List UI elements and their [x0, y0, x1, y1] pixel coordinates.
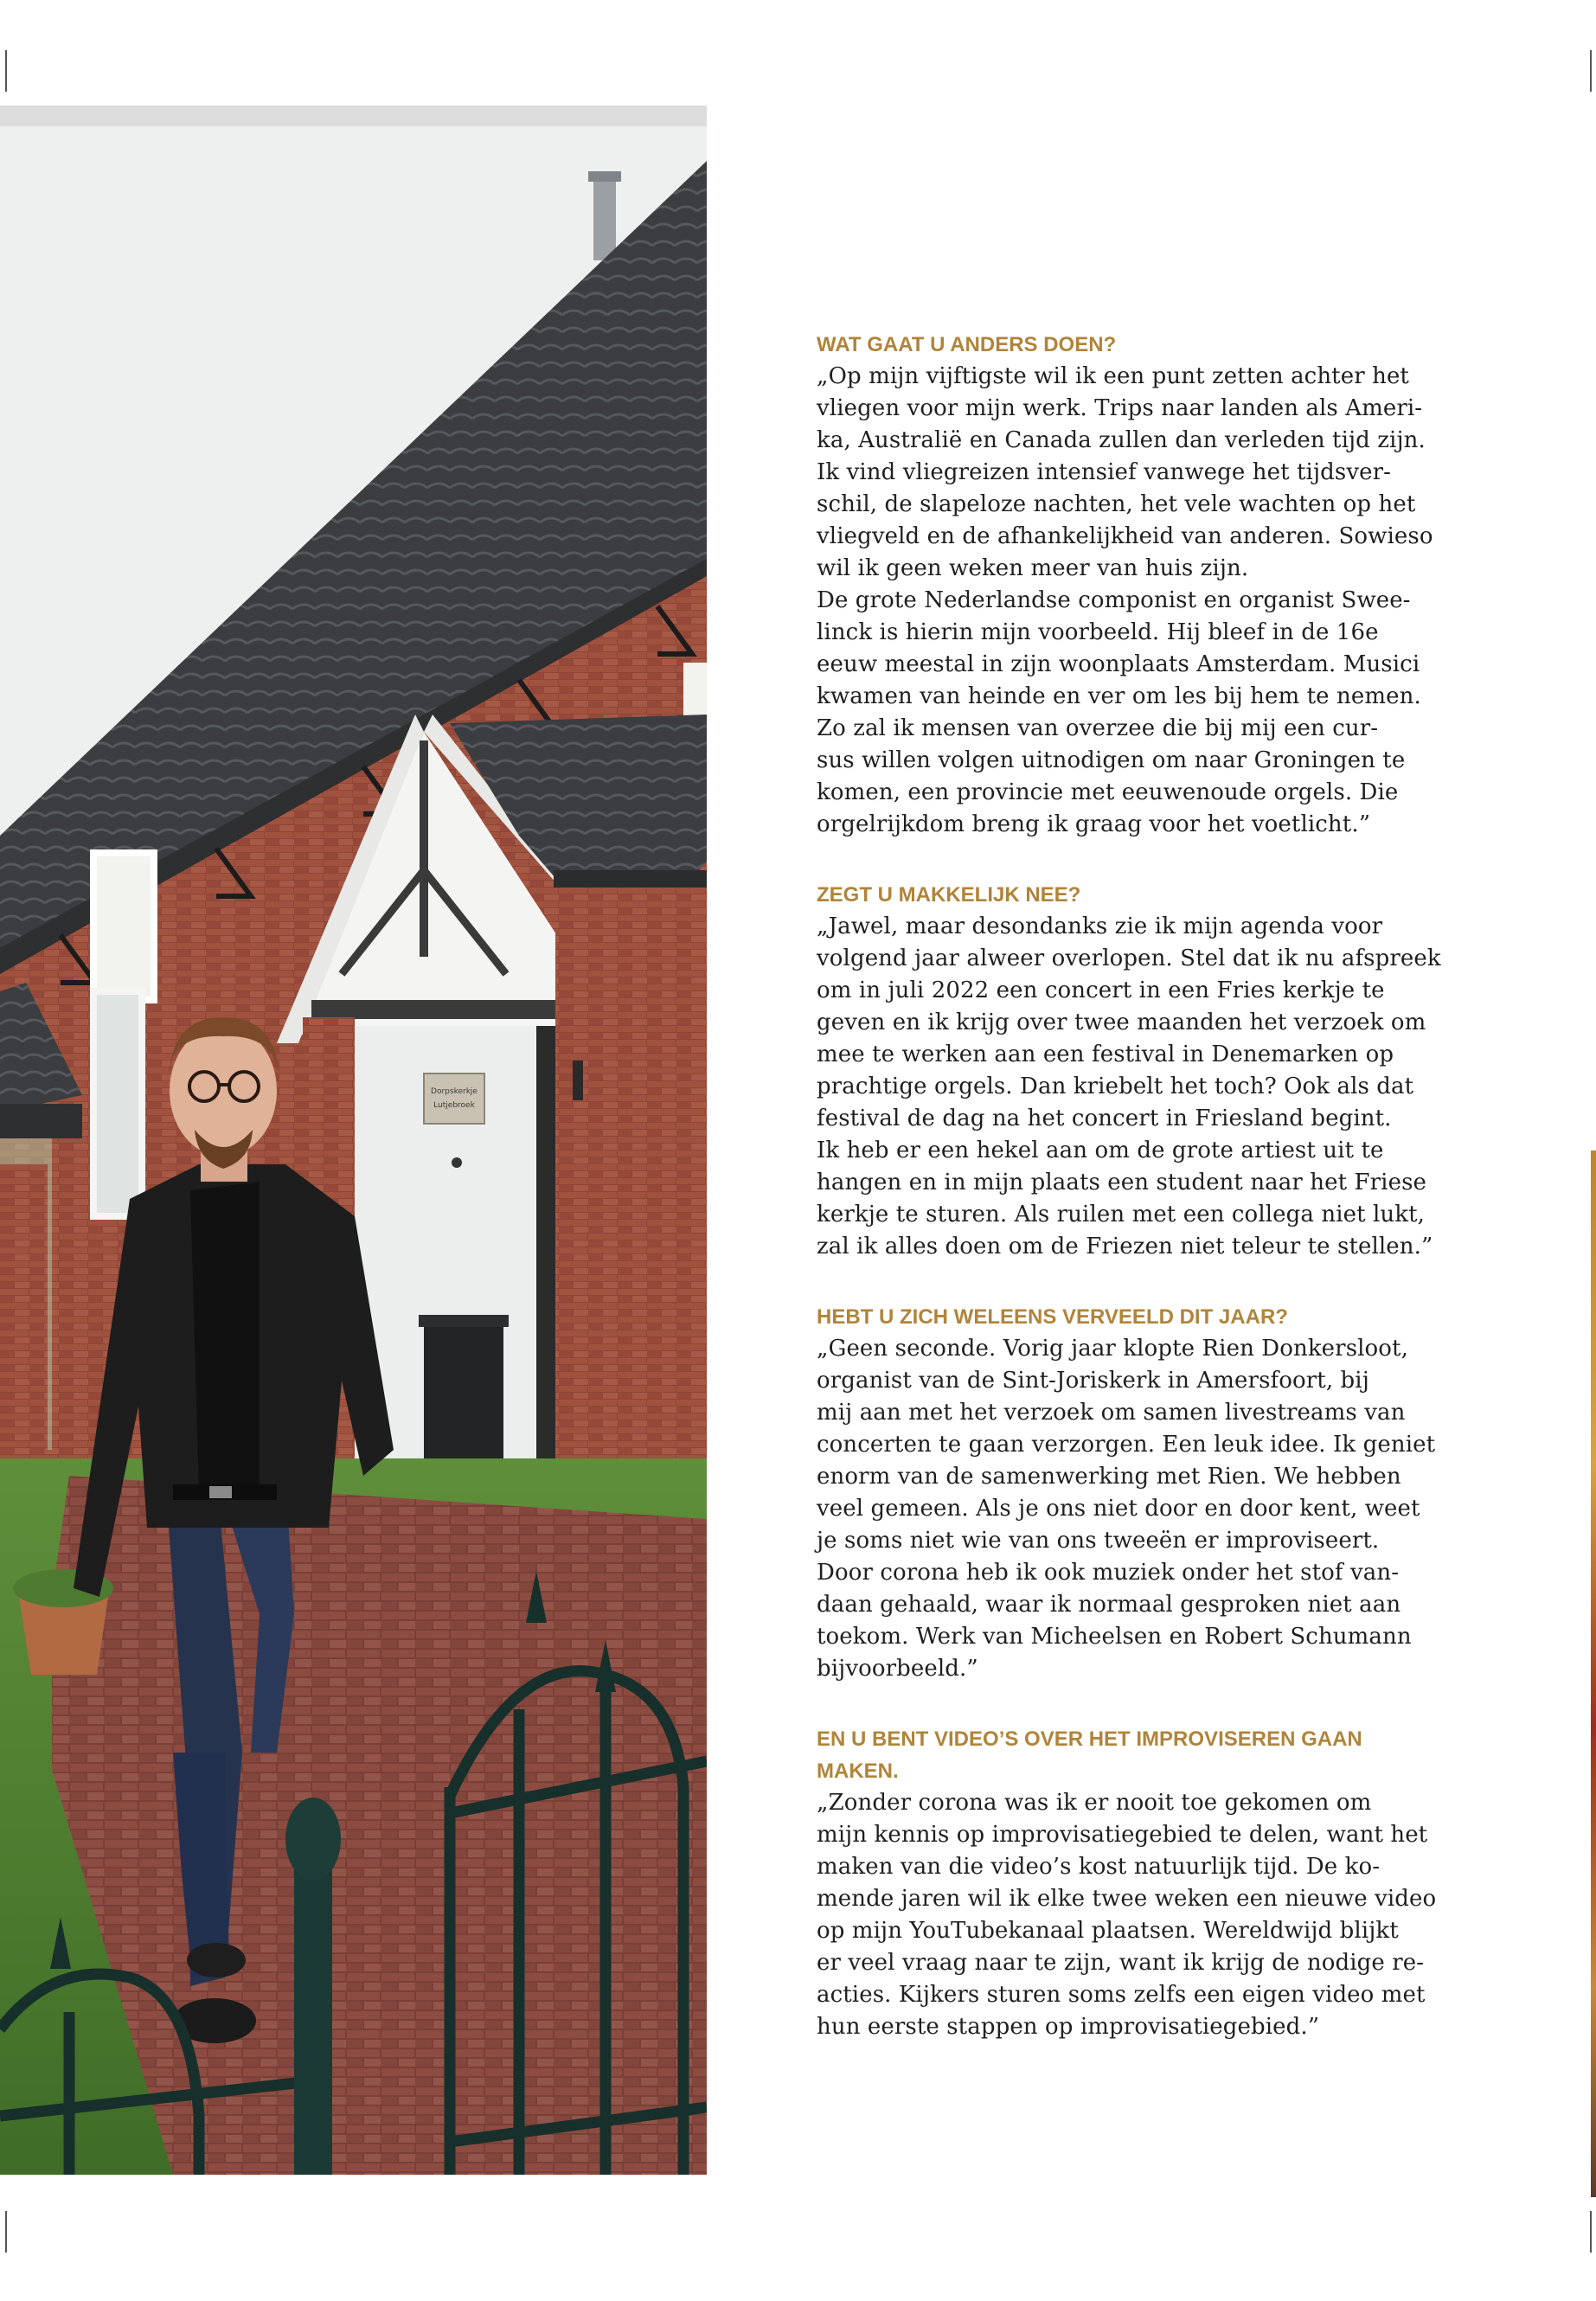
qa-section	[817, 1301, 1457, 1685]
photo-illustration	[0, 126, 707, 2175]
interview-column	[817, 329, 1457, 2081]
crop-mark-bottom-right	[1590, 2211, 1592, 2253]
adjacent-page-edge	[1591, 1150, 1596, 2197]
flower-pot	[19, 1597, 108, 1675]
qa-section	[817, 1723, 1457, 2043]
crop-mark-bottom-left	[5, 2211, 7, 2253]
answer-paragraph: „Op mijn vijftigste wil ik een punt zetten achter het vliegen voor mijn werk. Trips naar landen als Ameri- ka, Australië en Canada zullen dan verleden tijd zijn. Ik vind vliegreizen intensief vanwege het tijdsver- schil, de slapeloze nachten, het vele wachten op het vliegveld en de afhankelijkheid van anderen. Sowieso wil ik geen weken meer van huis zijn.	[817, 363, 1433, 581]
chimney	[593, 178, 616, 260]
qa-section	[817, 329, 1457, 841]
answer-paragraph: „Zonder corona was ik er nooit toe gekomen om mijn kennis op improvisatiegebied te delen, want het maken van die video’s kost natuurlijk tijd. De ko- mende jaren wil ik elke twee weken een nieuwe video op mijn YouTubekanaal plaatsen. Wereldwijd blijkt er veel vraag naar te zijn, want ik krijg de nodige re- acties. Kijkers sturen soms zelfs een eigen video met hun eerste stappen op improvisatiegebied.”	[817, 1790, 1437, 2040]
qa-section	[817, 879, 1457, 1263]
answer-paragraph: Ik heb er een hekel aan om de grote artiest uit te hangen en in mijn plaats een student naar het Friese kerkje te sturen. Als ruilen met een collega niet lukt, zal ik alles doen om de Friezen niet teleur te stellen.”	[817, 1138, 1433, 1259]
porch-sign	[424, 1074, 484, 1124]
crop-mark-top-right	[1590, 50, 1592, 92]
section-question: WAT GAAT U ANDERS DOEN?	[817, 333, 1117, 356]
answer-paragraph: „Jawel, maar desondanks zie ik mijn agenda voor volgend jaar alweer overlopen. Stel dat ik nu afspreek om in juli 2022 een concert in een Fries kerkje te geven en ik krijg over twee maanden het verzoek om mee te werken aan een festival in Denemarken op prachtige orgels. Dan kriebelt het toch? Ook als dat festival de dag na het concert in Friesland begint.	[817, 913, 1441, 1131]
porch-sign-line1: Dorpskerkje	[431, 1087, 478, 1096]
section-question: EN U BENT VIDEO’S OVER HET IMPROVISEREN GAAN MAKEN.	[817, 1727, 1362, 1783]
window	[93, 853, 154, 1000]
portrait-photo	[0, 126, 707, 2175]
waste-bin	[424, 1320, 503, 1467]
section-question: ZEGT U MAKKELIJK NEE?	[817, 883, 1081, 907]
photo-top-band	[0, 106, 707, 126]
answer-paragraph: De grote Nederlandse componist en organist Swee- linck is hierin mijn voorbeeld. Hij bleef in de 16e eeuw meestal in zijn woonplaats Amsterdam. Musici kwamen van heinde en ver om les bij hem te nemen. Zo zal ik mensen van overzee die bij mij een cur- sus willen volgen uitnodigen om naar Groningen te komen, een provincie met eeuwenoude orgels. Die orgelrijkdom breng ik graag voor het voetlicht.”	[817, 587, 1421, 837]
answer-paragraph: „Geen seconde. Vorig jaar klopte Rien Donkersloot, organist van de Sint-Joriskerk in Amersfoort, bij mij aan met het verzoek om samen livestreams van concerten te gaan verzorgen. Een leuk idee. Ik geniet enorm van de samenwerking met Rien. We hebben veel gemeen. Als je ons niet door en door kent, weet je soms niet wie van ons tweeën er improviseert. Door corona heb ik ook muziek onder het stof van- daan gehaald, waar ik normaal gesproken niet aan toekom. Werk van Micheelsen en Robert Schumann bijvoorbeeld.”	[817, 1336, 1436, 1682]
face	[170, 1025, 277, 1157]
crop-mark-top-left	[5, 50, 7, 92]
section-question: HEBT U ZICH WELEENS VERVEELD DIT JAAR?	[817, 1305, 1288, 1329]
porch-sign-line2: Lutjebroek	[433, 1101, 475, 1110]
